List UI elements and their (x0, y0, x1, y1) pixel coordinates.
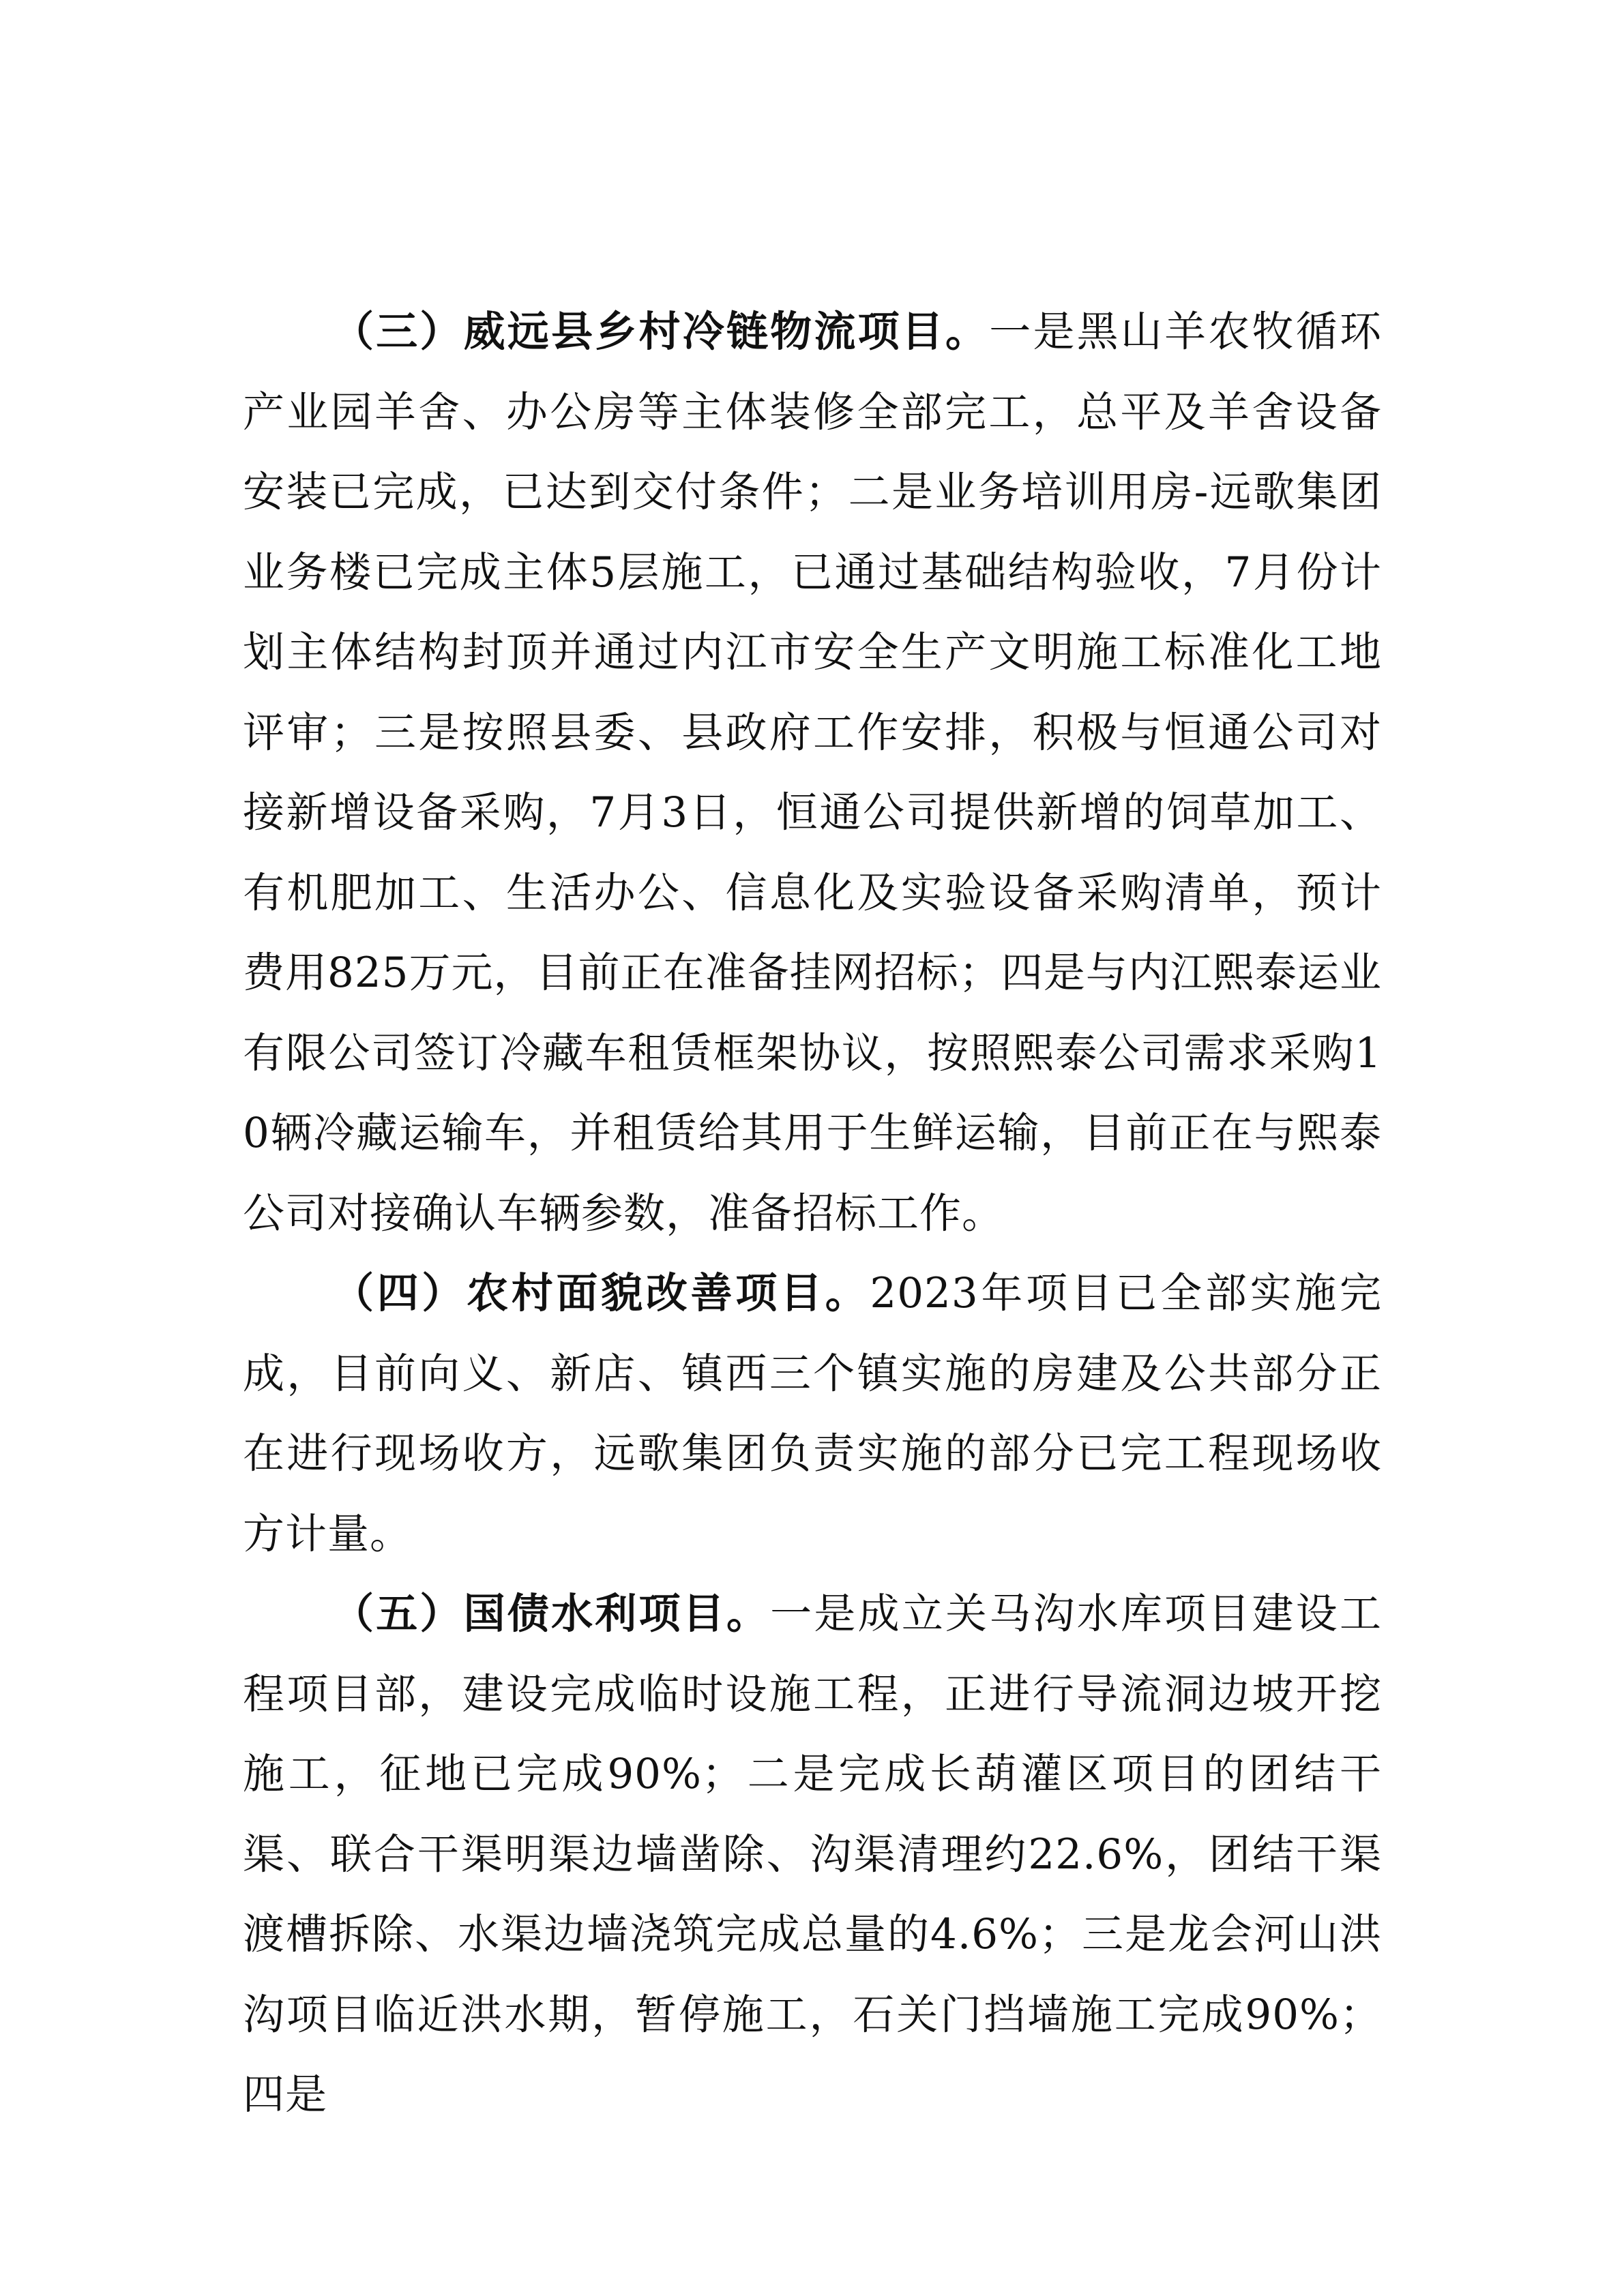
paragraph-heading: （五）国债水利项目。 (332, 1590, 771, 1638)
paragraph-rural-improvement-project (243, 1253, 1382, 1574)
paragraph-cold-chain-project (243, 292, 1382, 1253)
paragraph-water-conservancy-project (243, 1574, 1382, 2135)
paragraph-heading: （三）威远县乡村冷链物流项目。 (332, 308, 990, 356)
paragraph-heading: （四）农村面貌改善项目。 (332, 1269, 870, 1317)
paragraph-text: 一是成立关马沟水库项目建设工程项目部，建设完成临时设施工程，正进行导流洞边坡开挖施工，征地已完成90%；二是完成长葫灌区项目的团结干渠、联合干渠明渠边墙凿除、沟渠清理约22.6%，团结干渠渡槽拆除、水渠边墙浇筑完成总量的4.6%；三是龙会河山洪沟项目临近洪水期，暂停施工，石关门挡墙施工完成90%；四是 (243, 1590, 1382, 2119)
paragraph-text: 2023年项目已全部实施完成，目前向义、新店、镇西三个镇实施的房建及公共部分正在进行现场收方，远歌集团负责实施的部分已完工程现场收方计量。 (243, 1269, 1382, 1558)
paragraph-text: 一是黑山羊农牧循环产业园羊舍、办公房等主体装修全部完工，总平及羊舍设备安装已完成，已达到交付条件；二是业务培训用房-远歌集团业务楼已完成主体5层施工，已通过基础结构验收，7月份计划主体结构封顶并通过内江市安全生产文明施工标准化工地评审；三是按照县委、县政府工作安排，积极与恒通公司对接新增设备采购，7月3日，恒通公司提供新增的饲草加工、有机肥加工、生活办公、信息化及实验设备采购清单，预计费用825万元，目前正在准备挂网招标；四是与内江熙泰运业有限公司签订冷藏车租赁框架协议，按照熙泰公司需求采购10辆冷藏运输车，并租赁给其用于生鲜运输，目前正在与熙泰公司对接确认车辆参数，准备招标工作。 (243, 308, 1382, 1238)
document-body (243, 292, 1382, 2135)
